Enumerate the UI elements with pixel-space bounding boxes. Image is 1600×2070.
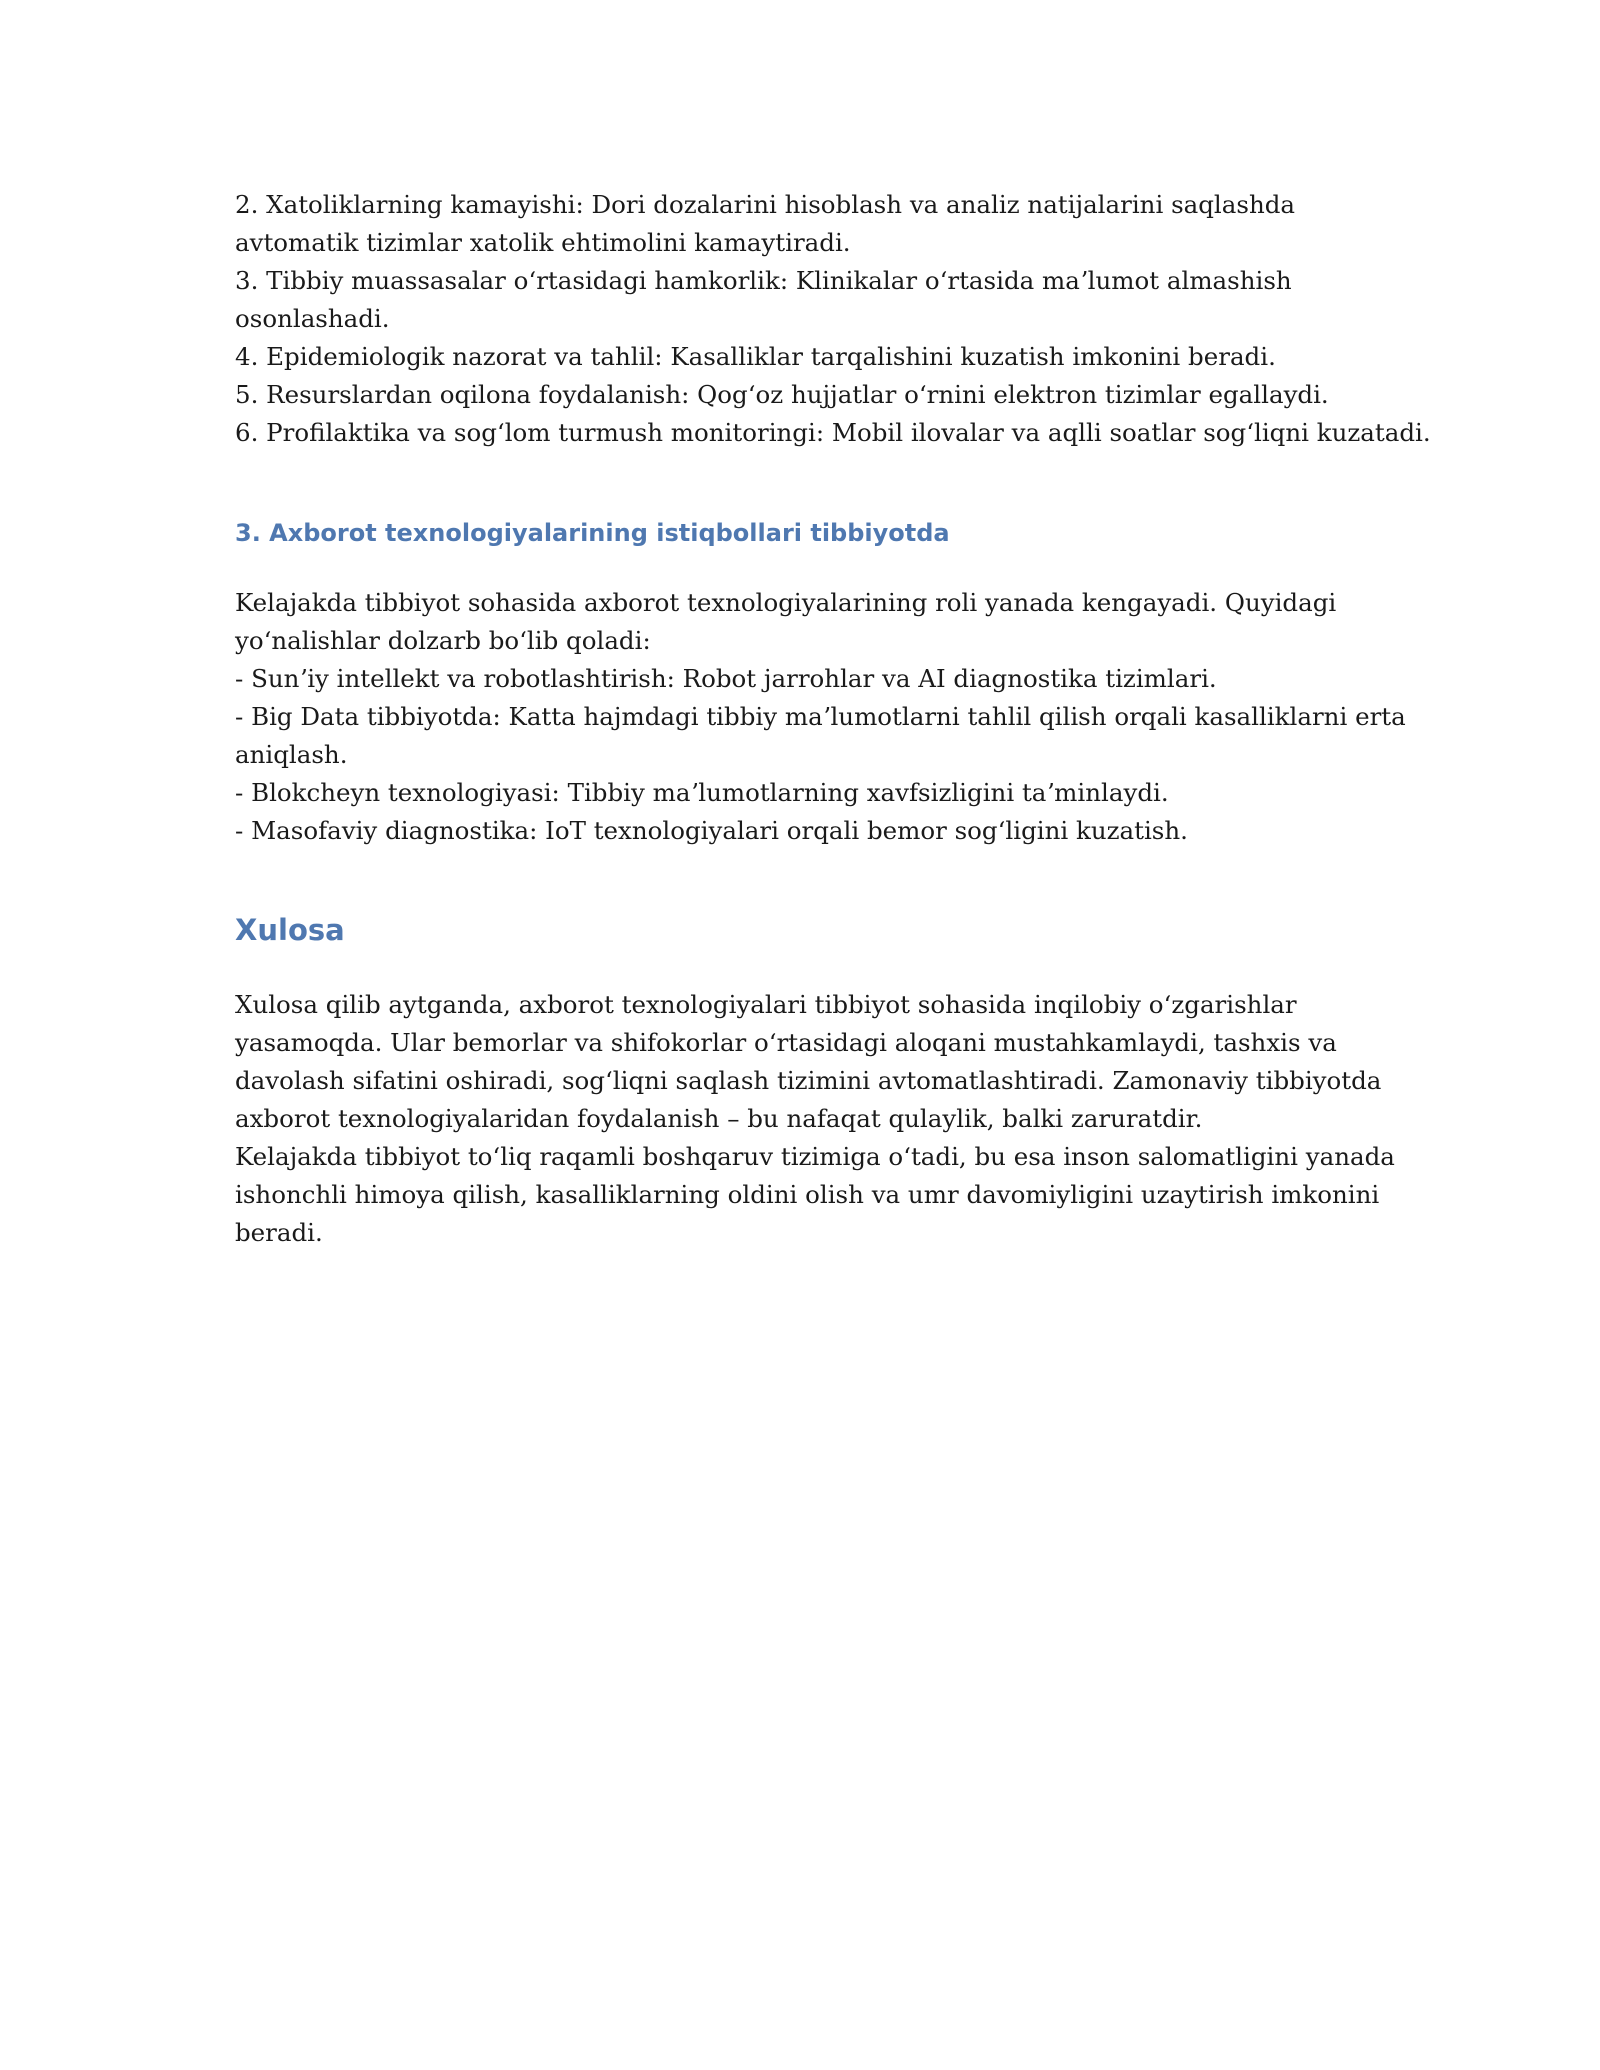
list-item: - Blokcheyn texnologiyasi: Tibbiy maʼlumotlarning xavfsizligini taʼminlaydi.	[235, 778, 1169, 807]
paragraph-line: davolash sifatini oshiradi, sogʻliqni saqlash tizimini avtomatlashtiradi. Zamonaviy tibbiyotda	[235, 1066, 1382, 1095]
paragraph-line: Kelajakda tibbiyot toʻliq raqamli boshqaruv tizimiga oʻtadi, bu esa inson salomatligini yanada	[235, 1142, 1395, 1171]
list-item: 3. Tibbiy muassasalar oʻrtasidagi hamkorlik: Klinikalar oʻrtasida maʼlumot almashish	[235, 266, 1292, 295]
paragraph-line: Kelajakda tibbiyot sohasida axborot texnologiyalarining roli yanada kengayadi. Quyidagi	[235, 588, 1337, 617]
paragraph-line: beradi.	[235, 1218, 323, 1247]
paragraph-line: Xulosa qilib aytganda, axborot texnologiyalari tibbiyot sohasida inqilobiy oʻzgarishlar	[235, 990, 1297, 1019]
paragraph-line: axborot texnologiyalaridan foydalanish – bu nafaqat qulaylik, balki zaruratdir.	[235, 1104, 1203, 1133]
list-item-continuation: aniqlash.	[235, 740, 348, 769]
list-item: - Big Data tibbiyotda: Katta hajmdagi tibbiy maʼlumotlarni tahlil qilish orqali kasalliklarni erta	[235, 702, 1406, 731]
list-item: 2. Xatoliklarning kamayishi: Dori dozalarini hisoblash va analiz natijalarini saqlashda	[235, 190, 1296, 219]
paragraph-line: yasamoqda. Ular bemorlar va shifokorlar oʻrtasidagi aloqani mustahkamlaydi, tashxis va	[235, 1028, 1337, 1057]
list-item: 5. Resurslardan oqilona foydalanish: Qogʻoz hujjatlar oʻrnini elektron tizimlar egallaydi.	[235, 380, 1329, 409]
list-item: 4. Epidemiologik nazorat va tahlil: Kasalliklar tarqalishini kuzatish imkonini beradi.	[235, 342, 1276, 371]
list-item-continuation: osonlashadi.	[235, 304, 390, 333]
paragraph-line: ishonchli himoya qilish, kasalliklarning oldini olish va umr davomiyligini uzaytirish imkonini	[235, 1180, 1380, 1209]
list-item: 6. Profilaktika va sogʻlom turmush monitoringi: Mobil ilovalar va aqlli soatlar sogʻliqni kuzatadi.	[235, 418, 1431, 447]
list-item: - Sunʼiy intellekt va robotlashtirish: Robot jarrohlar va AI diagnostika tizimlari.	[235, 664, 1217, 693]
benefits-list	[235, 186, 1431, 452]
section-3-body	[235, 584, 1406, 850]
section-3-heading: 3. Axborot texnologiyalarining istiqbollari tibbiyotda	[235, 519, 950, 547]
list-item: - Masofaviy diagnostika: IoT texnologiyalari orqali bemor sogʻligini kuzatish.	[235, 816, 1188, 845]
document-content	[235, 186, 1431, 1252]
list-item-continuation: avtomatik tizimlar xatolik ehtimolini kamaytiradi.	[235, 228, 851, 257]
conclusion-body	[235, 986, 1395, 1252]
paragraph-line: yoʻnalishlar dolzarb boʻlib qoladi:	[235, 626, 651, 655]
conclusion-heading: Xulosa	[235, 913, 345, 947]
